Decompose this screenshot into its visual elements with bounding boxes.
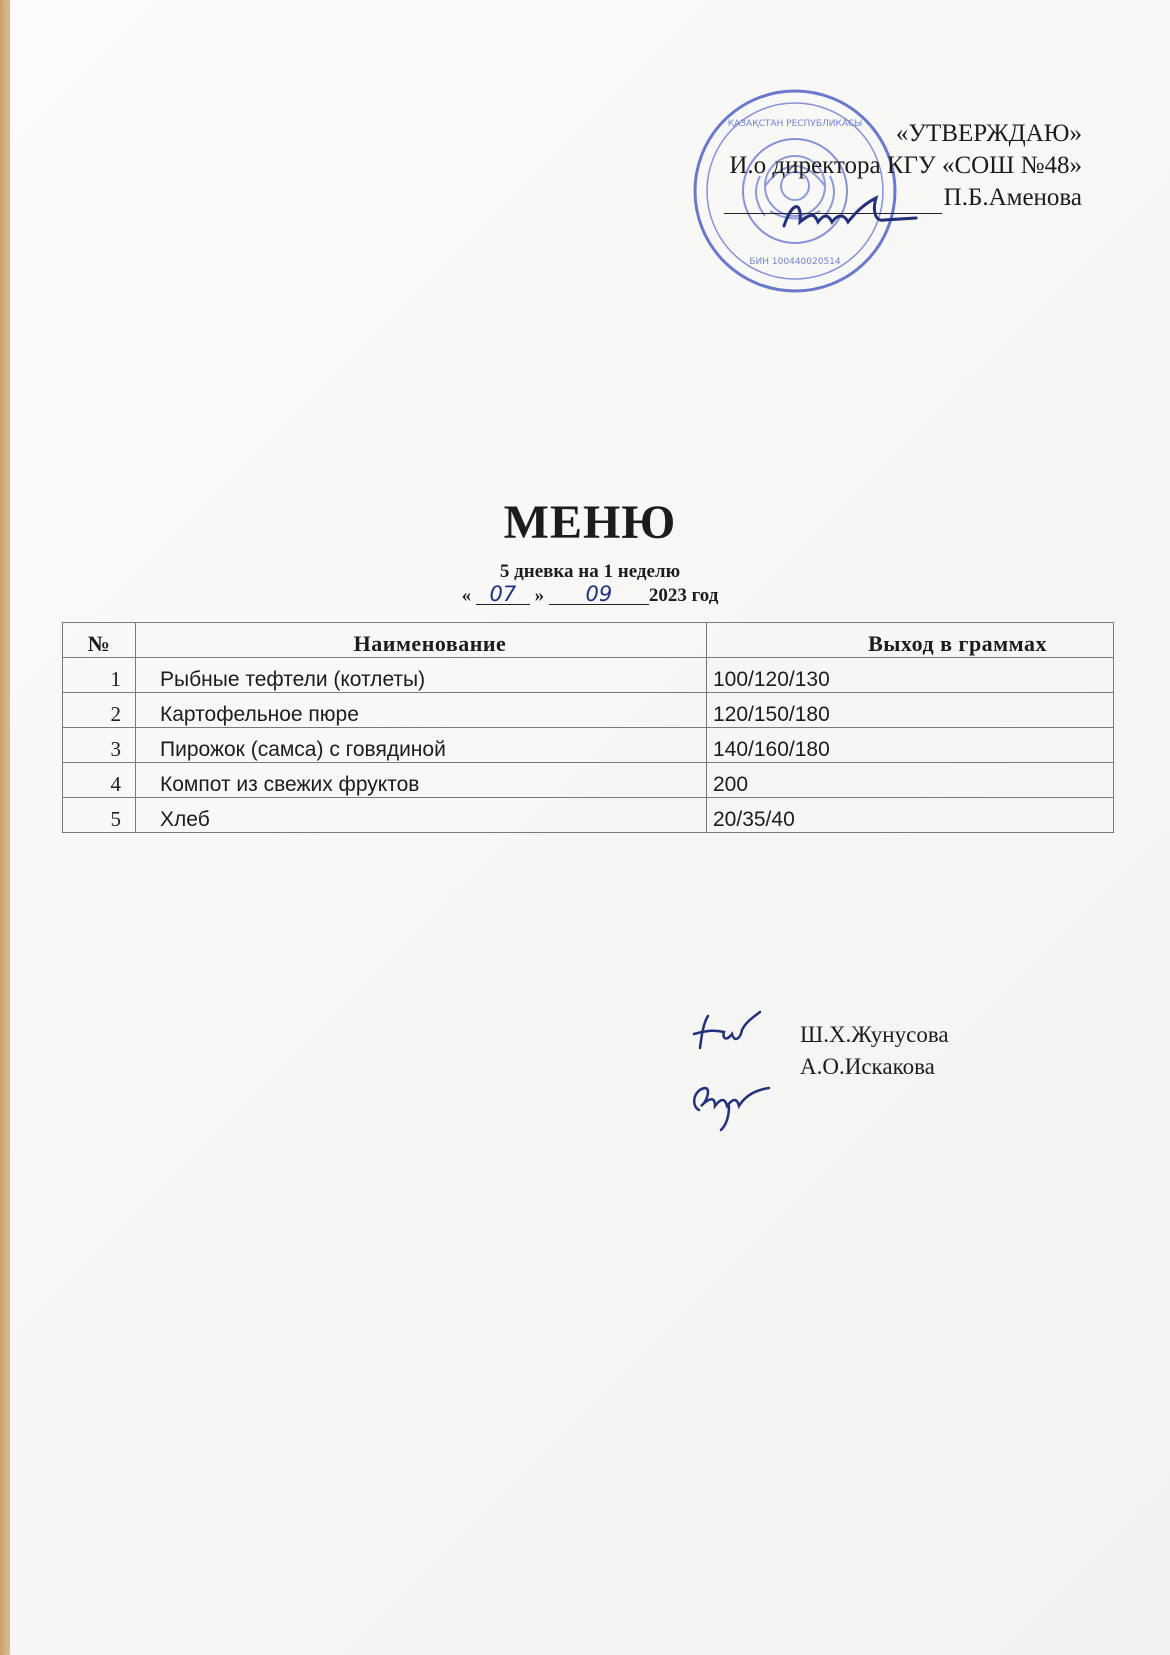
table-row: [63, 693, 1114, 728]
signer-name: А.О.Искакова: [800, 1054, 935, 1079]
document-page: [10, 0, 1170, 1655]
header-output: Выход в граммах: [707, 623, 1114, 658]
approval-position: И.о директора КГУ «СОШ №48»: [729, 152, 1082, 179]
date-year: 2023 год: [648, 585, 719, 606]
row-output: 120/150/180: [707, 693, 1114, 728]
row-output: 140/160/180: [707, 728, 1114, 763]
row-name: Компот из свежих фруктов: [136, 763, 707, 798]
farm-signature: [690, 1008, 770, 1054]
page-title: МЕНЮ: [503, 496, 677, 549]
row-num: 5: [63, 798, 136, 833]
page-subtitle: 5 дневка на 1 неделю: [499, 561, 681, 582]
table-row: [63, 658, 1114, 693]
page-edge: [0, 0, 10, 1655]
table-row: [63, 763, 1114, 798]
svg-text:ҚАЗАҚСТАН РЕСПУБЛИКАСЫ: ҚАЗАҚСТАН РЕСПУБЛИКАСЫ: [727, 119, 863, 129]
row-name: Картофельное пюре: [136, 693, 707, 728]
row-output: 20/35/40: [707, 798, 1114, 833]
table-row: [63, 798, 1114, 833]
table-row: [63, 728, 1114, 763]
header-num: №: [63, 623, 136, 658]
row-name: Пирожок (самса) с говядиной: [136, 728, 707, 763]
svg-text:БИН 100440020514: БИН 100440020514: [749, 257, 841, 267]
director-signature: [780, 192, 920, 240]
approval-heading: «УТВЕРЖДАЮ»: [895, 120, 1082, 147]
signer-name: Ш.Х.Жунусова: [800, 1022, 949, 1047]
date-day: 07: [476, 584, 530, 605]
row-name: Рыбные тефтели (котлеты): [136, 658, 707, 693]
row-name: Хлеб: [136, 798, 707, 833]
header-name: Наименование: [136, 623, 707, 658]
date-open-quote: «: [461, 585, 472, 606]
row-num: 4: [63, 763, 136, 798]
row-output: 100/120/130: [707, 658, 1114, 693]
date-close-quote: »: [534, 585, 545, 606]
row-num: 2: [63, 693, 136, 728]
table-header-row: [63, 623, 1114, 658]
nurse-signature: [685, 1076, 775, 1132]
menu-table: [62, 622, 1114, 833]
approval-name: П.Б.Аменова: [943, 184, 1082, 211]
row-num: 1: [63, 658, 136, 693]
row-output: 200: [707, 763, 1114, 798]
date-month: 09: [549, 584, 649, 605]
date-line: [10, 584, 1170, 607]
row-num: 3: [63, 728, 136, 763]
